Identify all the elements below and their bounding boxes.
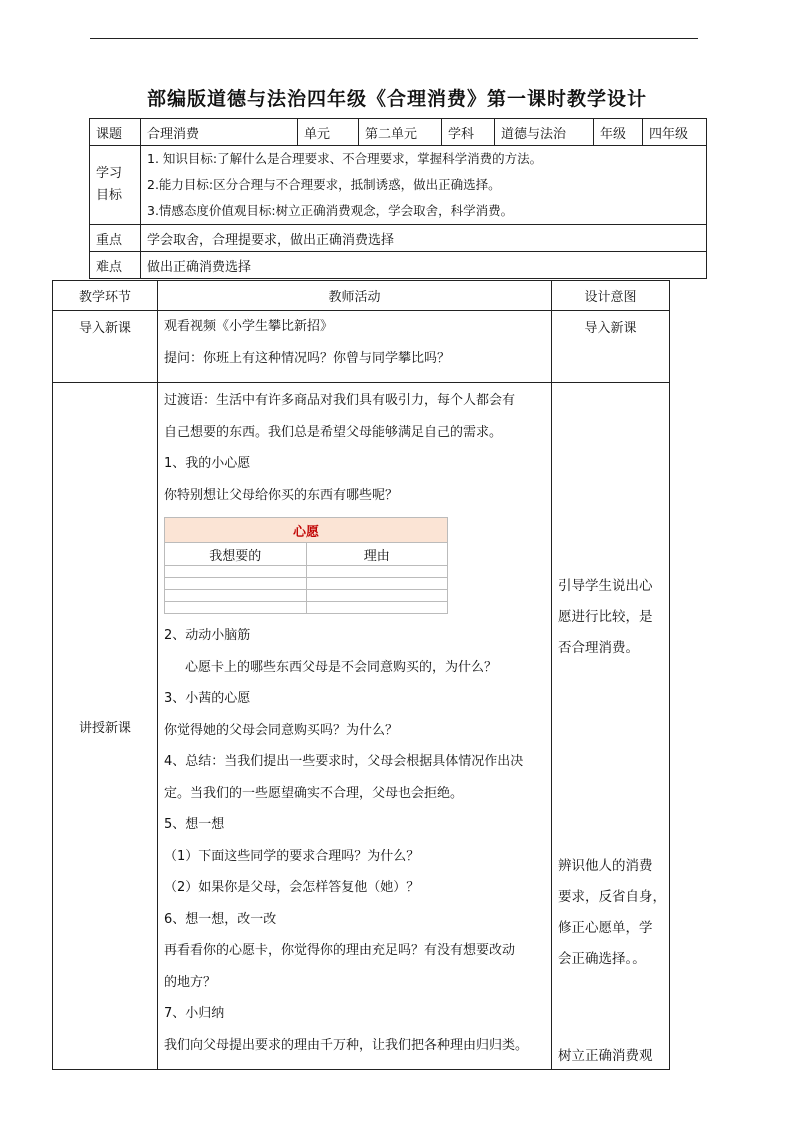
lecture-line: 7、小归纳 [164, 1006, 225, 1021]
wish-empty-cell [165, 602, 307, 614]
objective-item: 1. 知识目标:了解什么是合理要求、不合理要求，掌握科学消费的方法。 [147, 151, 543, 166]
lecture-line: 2、动动小脑筋 [164, 628, 251, 643]
subject-label: 学科 [442, 119, 495, 146]
key-value: 学会取舍，合理提要求，做出正确消费选择 [141, 225, 707, 252]
wish-empty-cell [306, 578, 448, 590]
grade-value: 四年级 [643, 119, 707, 146]
lesson-header-row [53, 281, 670, 311]
lecture-line: （2）如果你是父母，会怎样答复他（她）？ [164, 880, 420, 895]
lecture-line: 定。当我们的一些愿望确实不合理，父母也会拒绝。 [164, 785, 464, 801]
lesson-row-lecture [53, 383, 670, 1070]
topic-label: 课题 [90, 119, 141, 146]
objectives-label: 学习 目标 [90, 146, 141, 225]
info-row-topic [90, 119, 707, 146]
info-row-key [90, 225, 707, 252]
wish-col-reason: 理由 [306, 543, 448, 566]
lecture-line: 4、总结：当我们提出一些要求时，父母会根据具体情况作出决 [164, 754, 524, 769]
info-table [89, 118, 707, 279]
unit-value: 第二单元 [359, 119, 442, 146]
intro-design: 导入新课 [552, 311, 670, 383]
lecture-line: 的地方？ [164, 974, 217, 990]
lecture-activity [158, 383, 552, 1070]
lecture-line: 3、小茜的心愿 [164, 691, 251, 706]
intro-line: 提问：你班上有这种情况吗？你曾与同学攀比吗？ [164, 350, 451, 366]
lesson-table [52, 280, 670, 1070]
lecture-line: 心愿卡上的哪些东西父母是不会同意购买的，为什么？ [185, 659, 498, 675]
header-stage: 教学环节 [53, 281, 158, 311]
lecture-line: 6、想一想，改一改 [164, 911, 277, 927]
lecture-line: 1、我的小心愿 [164, 456, 251, 471]
wish-empty-cell [165, 590, 307, 602]
objective-item: 3.情感态度价值观目标:树立正确消费观念，学会取舍，科学消费。 [147, 203, 514, 218]
lecture-design [552, 383, 670, 1070]
lesson-row-intro [53, 311, 670, 383]
design-note-3: 树立正确消费观 [558, 1048, 653, 1064]
design-note-2: 辨识他人的消费 要求，反省自身， 修正心愿单，学 会正确选择。。 [558, 858, 666, 967]
objectives-list [141, 146, 707, 225]
intro-activity [158, 311, 552, 383]
difficulty-value: 做出正确消费选择 [141, 252, 707, 279]
lecture-line: （1）下面这些同学的要求合理吗？为什么？ [164, 848, 420, 864]
info-row-objectives [90, 146, 707, 225]
design-note-1: 引导学生说出心 愿进行比较，是 否合理消费。 [558, 578, 653, 656]
grade-label: 年级 [594, 119, 643, 146]
lecture-stage: 讲授新课 [53, 383, 158, 1070]
intro-line: 观看视频《小学生攀比新招》 [164, 319, 334, 334]
difficulty-label: 难点 [90, 252, 141, 279]
unit-label: 单元 [298, 119, 359, 146]
info-row-difficulty [90, 252, 707, 279]
lecture-line: 再看看你的心愿卡，你觉得你的理由充足吗？有没有想要改动 [164, 943, 516, 958]
intro-stage: 导入新课 [53, 311, 158, 383]
wish-empty-cell [306, 590, 448, 602]
topic-value: 合理消费 [141, 119, 298, 146]
header-design: 设计意图 [552, 281, 670, 311]
wish-empty-cell [306, 602, 448, 614]
lecture-line: 自己想要的东西。我们总是希望父母能够满足自己的需求。 [164, 424, 503, 440]
wish-empty-cell [165, 578, 307, 590]
key-label: 重点 [90, 225, 141, 252]
objective-item: 2.能力目标:区分合理与不合理要求，抵制诱惑，做出正确选择。 [147, 177, 501, 192]
wish-col-want: 我想要的 [165, 543, 307, 566]
lecture-line: 你觉得她的父母会同意购买吗？为什么？ [164, 722, 399, 738]
header-rule [90, 38, 698, 39]
wish-card-title: 心愿 [165, 518, 448, 543]
header-activity: 教师活动 [158, 281, 552, 311]
page-title: 部编版道德与法治四年级《合理消费》第一课时教学设计 [146, 88, 647, 110]
lecture-line: 过渡语：生活中有许多商品对我们具有吸引力，每个人都会有 [164, 393, 516, 408]
lecture-line: 你特别想让父母给你买的东西有哪些呢？ [164, 487, 399, 503]
wish-card-table [164, 517, 448, 614]
subject-value: 道德与法治 [495, 119, 594, 146]
lecture-line: 我们向父母提出要求的理由千万种，让我们把各种理由归归类。 [164, 1037, 529, 1053]
wish-empty-cell [165, 566, 307, 578]
lecture-line: 5、想一想 [164, 817, 225, 832]
wish-empty-cell [306, 566, 448, 578]
